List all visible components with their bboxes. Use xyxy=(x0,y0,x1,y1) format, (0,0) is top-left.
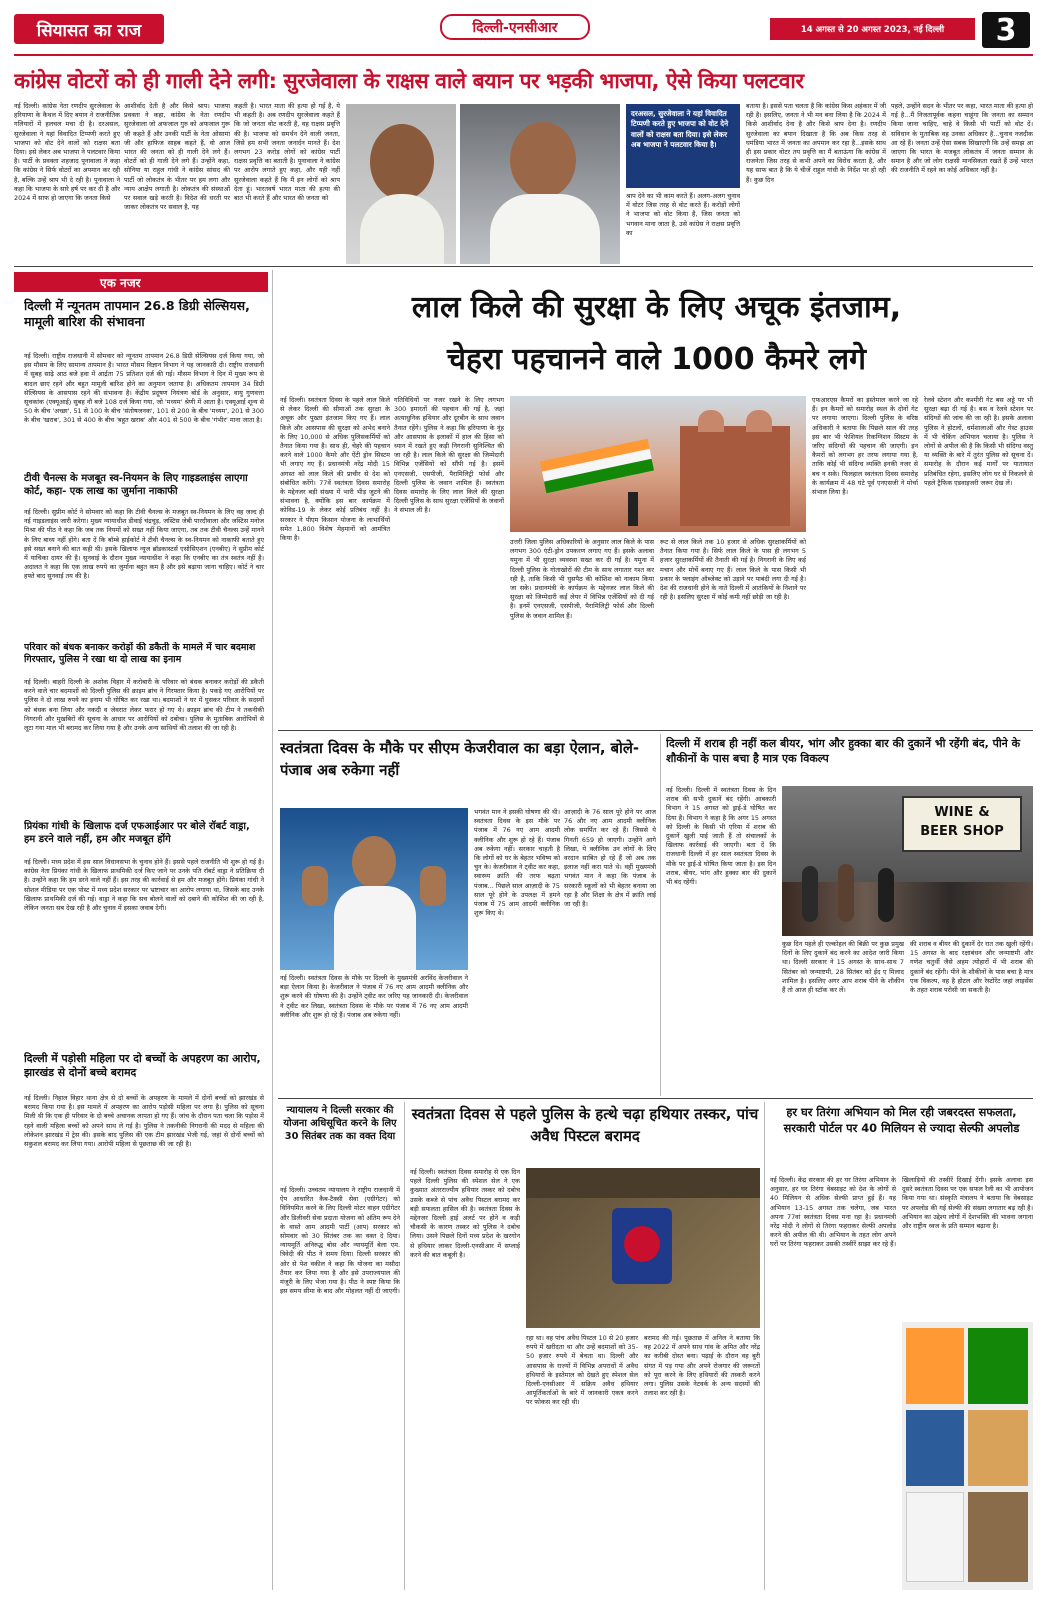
lead-body-col5: बताया है। इससे पता चलता है कि कांग्रेस किस अहंकार में जी रही है। इसलिए, जनता ने भी मन बना लिया है कि 2024 में किसे आशीर्वाद देना है और किसे श्राप देना है। रणदीप सुरजेवाला का बयान दिखाता है कि अब किस तरह से घमंडिया भारत में जनता का अपमान कर रहा है...इसके साथ ही इस प्रकार वोटर तय प्रवृत्ति का मैं बताऊंगा कि कांग्रेस में राजनेता जिस तरह से कभी अपने का विरोध करता है, और यह साफ बात है कि ये चीजें राहुल गांधी के निर्देश पर हो रही हैं। कुछ दिन xyxy=(746,102,886,184)
redfort-body-col3: उत्तरी जिला पुलिस अधिकारियों के अनुसार लाल किले के पास लगभग 300 एंटी-ड्रोन उपकरण लगाए गए हैं। इसके अलावा यमुना में भी सुरक्षा व्यवस्था सख्त कर दी गई है। यमुना में दिल्ली पुलिस के गोताखोरों की टीम के साथ लगातार गश्त कर रही है, ताकि किसी भी घुसपैठ की कोशिश को नाकाम किया जा सके। प्रधानमंत्री के कार्यक्रम के मद्देनजर लाल किले की सुरक्षा को जिम्मेदारी कई लेयर में विभिन्न एजेंसियों को दी गई है। इनमें एनएसजी, एसपीजी, पैरामिलिट्री फोर्स और दिल्ली पुलिस के जवान शामिल हैं। xyxy=(510,538,654,620)
nazar-item5-body: नई दिल्ली। निहाल विहार थाना क्षेत्र से दो बच्चों के अपहरण के मामले में दोनों बच्चों को झारखंड से बरामद किया गया है। इस मामले में अपहरण का आरोप पड़ोसी महिला पर लगा है। पुलिस को सूचना मिली थी कि एक ही परिवार के दो बच्चे अचानक लापता हो गए हैं। जांच के दौरान पता चला कि पड़ोस में रहने वाली महिला बच्चों को अपने साथ ले गई है। पुलिस ने तकनीकी निगरानी की मदद से महिला की लोकेशन झारखंड में ट्रेस की। इसके बाद पुलिस की एक टीम झारखंड भेजी गई, जहां से दोनों बच्चों को सकुशल बरामद कर लिया गया। आरोपी महिला से पूछताछ की जा रही है। xyxy=(24,1094,264,1149)
nyay-headline: न्यायालय ने दिल्ली सरकार की योजना अधिसूचित करने के लिए 30 सितंबर तक का वक्त दिया xyxy=(283,1105,397,1142)
redfort-photo xyxy=(510,396,806,532)
lead-photo-surjewala xyxy=(460,104,620,264)
brand-name: सियासत का राज xyxy=(36,20,142,41)
liquor-body-col2: कुछ दिन पहले ही एल्कोहल की बिक्री पर कुछ प्रमुख दिनों के लिए दुकानें बंद करने का आदेश जारी किया था। दिल्ली सरकार ने 15 अगस्त के साथ-साथ 7 सितंबर को जन्माष्टमी, 28 सितंबर को ईद ए मिलाद शामिल है। इसलिए अगर आप शराब पीने के शौकीन हैं तो आज ही स्टॉक कर लें। xyxy=(782,940,904,995)
lead-rule xyxy=(14,266,1033,267)
nazar-item5-head: दिल्ली में पड़ोसी महिला पर दो बच्चों के अपहरण का आरोप, झारखंड से दोनों बच्चे बरामद xyxy=(24,1052,261,1079)
kejriwal-body-col1: नई दिल्ली। स्वतंत्रता दिवस के मौके पर दिल्ली के मुख्यमंत्री अरविंद केजरीवाल ने बड़ा ऐलान किया है। केजरीवाल ने पंजाब में 76 नए आम आदमी क्लीनिक और शुरू करने की घोषणा की है। उन्होंने ट्वीट कर जरिए यह जानकारी दी। केजरीवाल ने ट्वीट कर लिखा, स्वतंत्रता दिवस के मौके पर पंजाब में 76 नए आम आदमी क्लीनिक और शुरू हो रहे हैं। पंजाब अब रुकेगा नहीं। xyxy=(280,974,468,1019)
redfort-body-col5: एफआरएस कैमरों का इस्तेमाल करने जा रहे हैं। इन कैमरों को समारोह स्थल के दोनों गेट पर लगाया जाएगा। दिल्ली पुलिस के वरिष्ठ अधिकारी ने बताया कि पिछले साल की तरह इस बार भी फेशियल रिकग्निशन सिस्टम के जरिए संदिग्धों की पहचान की जाएगी। इन कैमरों को लगभग हर तरफ लगाया गया है, ताकि कोई भी संदिग्ध व्यक्ति इनकी नजर से बच न सके। फिलहाल स्वतंत्रता दिवस समारोह के कार्यक्रम में 48 घंटे पूर्व एनएसजी ने मोर्चा संभाल लिया है। xyxy=(812,396,918,497)
nazar-item2-head: टीवी चैनल्स के मजबूत स्व-नियमन के लिए गाइडलाइंस लाएगा कोर्ट, कहा- एक लाख का जुर्माना नाकाफी xyxy=(24,473,248,497)
lead-photo-poonawala xyxy=(346,104,456,264)
lead-body-col4: श्राप देने का भी काम करते हैं। अलग-अलग चुनाव में वोटर जिस तरह से वोट करते हैं। करोड़ों लोगों ने भाजपा को वोट किया है, जिस जनता को भगवान माना जाता है, उसे कांग्रेस ने राक्षस प्रवृत्ति का xyxy=(626,192,740,237)
middle-rule xyxy=(278,1098,1033,1099)
arms-rule xyxy=(764,1102,765,1590)
redfort-rule xyxy=(278,730,1033,731)
liquor-shop-photo xyxy=(782,786,1033,936)
tiranga-headline: हर घर तिरंगा अभियान को मिल रही जबरदस्त सफलता, सरकारी पोर्टल पर 40 मिलियन से ज्यादा सेल्फी अपलोड xyxy=(783,1105,1020,1135)
liquor-body-col1: नई दिल्ली। दिल्ली में स्वतंत्रता दिवस के दिन शराब की सभी दुकानें बंद रहेंगी। आबकारी विभाग ने 15 अगस्त को ड्राई-डे घोषित कर दिया है। विभाग ने कहा है कि अगर 15 अगस्त को दिल्ली के किसी भी एरिया में शराब की दुकानें खुली पाई जाती हैं तो संचालकों के खिलाफ कार्रवाई की जाएगी। बता दें कि राजधानी दिल्ली में हर साल स्वतंत्रता दिवस के मौके पर ड्राई-डे घोषित किया जाता है। इस दिन शराब, बीयर, भांग और हुक्का बार की दुकानें भी बंद रहेंगी। xyxy=(666,786,776,887)
nazar-item1-head: दिल्ली में न्यूनतम तापमान 26.8 डिग्री सेल्सियस, मामूली बारिश की संभावना xyxy=(24,298,250,329)
lead-caption: दरअसल, सुरजेवाला ने यहां विवादित टिप्पणी करते हुए भाजपा को वोट देने वालों को राक्षस बता दिया। इसे लेकर अब भाजपा ने पलटवार किया है। xyxy=(626,104,740,188)
redfort-headline-line1: लाल किले की सुरक्षा के लिए अचूक इंतजाम, xyxy=(411,290,902,325)
redfort-body-col4: रूट से लाल किले तक 10 हजार से अधिक सुरक्षाकर्मियों को तैनात किया गया है। सिर्फ लाल किले के पास ही लगभग 5 हजार सुरक्षाकर्मियों की तैनाती की गई है। निगरानी के लिए कई मचान और मोर्चे बनाए गए हैं। लाल किले के पास किसी भी प्रकार के फ्लाइंग ऑब्जेक्ट को उड़ाने पर पाबंदी लगा दी गई है। देश की राजधानी होने के नाते दिल्ली में आतंकियों के निशाने पर रही है। इसलिए सुरक्षा में कोई कमी नहीं छोड़ी जा रही है। xyxy=(660,538,806,602)
nyay-rule xyxy=(404,1102,405,1590)
arms-body-col2: रहा था। वह पांच अवैध पिस्टल 10 से 20 हजार रुपये में खरीदता था और उन्हें बदमाशों को 35-50 हजार रुपये में बेचता था। दिल्ली और आसपास के राज्यों में विभिन्न अपराधों में अवैध हथियारों के इस्तेमाल को देखते हुए स्पेशल सेल दिल्ली-एनसीआर में सक्रिय अवैध हथियार आपूर्तिकर्ताओं के बारे में जानकारी एकत्र करने पर फोकस कर रही थी। xyxy=(526,1334,638,1407)
kejriwal-body-col2: भगवंत मान ने इसकी घोषणा की थी। स्वतंत्रता दिवस के इस मौके पर पंजाब में 76 नए आम आदमी क्लीनिक और शुरू हो रहे हैं। पंजाब अब रुकेगा नहीं। सरकार चाहती है कि लोगों को घर के बेहतर भविष्य को चुन के। केजरीवाल ने ट्वीट कर कहा, स्वास्थ्य क्रांति की तरफ बढ़ता पंजाब... पिछले साल आज़ादी के 75 साल पूरे होने के उपलक्ष में हमने पंजाब में 75 आम आदमी क्लीनिक शुरू किए थे। xyxy=(474,808,560,918)
police-photo xyxy=(526,1168,760,1328)
lead-body-col6: पहले, उन्होंने सदन के भीतर पर कहा, भारत माता की हत्या हो गई है...मैं निजतापूर्वक कहना चाहूंगा कि जनता का सम्मान किया जाना चाहिए, चाहे वे किसी भी पार्टी को वोट दें। सविधान के मुताबिक वह उनका अधिकार है...चुनाव नजदीक आ रहे हैं। जनता उन्हें ऐसा सबक सिखाएगी कि उन्हें समझ आ जाएगा कि भारत के मजबूत लोकतंत्र में जनता सम्मान के समान है और जो लोग राक्षसी मानसिकता रखते हैं उन्हें भारत की राजनीति में रहने का कोई अधिकार नहीं है। xyxy=(891,102,1033,175)
kejriwal-body-col3: आज़ादी के 76 साल पूरे होने पर आज 76 और नए आम आदमी क्लीनिक लोक समर्पित कर रहे हैं। जिससे ये गिनती 659 हो जाएगी। उन्होंने आगे लिखा, ये क्लीनिक उन लोगों के लिए वरदान साबित हो रहे हैं जो अब तक इलाज नहीं करा पाते थे। वहीं मुख्यमंत्री भगवंत मान ने कहा कि पंजाब के सरकारी स्कूलों को भी बेहतर बनाया जा रहा है और शिक्षा के क्षेत्र में क्रांति लाई जा रही है। xyxy=(564,808,656,909)
masthead xyxy=(0,0,1047,60)
redfort-body-col6: रेलवे स्टेशन और कश्मीरी गेट बस अड्डे पर भी सुरक्षा बढ़ा दी गई है। बस व रेलवे स्टेशन पर संदिग्धों की जांच की जा रही है। इसके अलावा पुलिस ने होटलों, धर्मशालाओं और गेस्ट हाउस में भी चेकिंग अभियान चलाया है। पुलिस ने लोगों से अपील की है कि किसी भी संदिग्ध वस्तु या व्यक्ति के बारे में तुरंत पुलिस को सूचना दें। समारोह के दौरान कई मार्गों पर यातायात प्रतिबंधित रहेगा, इसलिए लोग घर से निकलने से पहले ट्रैफिक एडवाइजरी जरूर देख लें। xyxy=(924,396,1033,487)
mid-column-rule xyxy=(660,734,661,1096)
wine-shop-sign: WINE & BEER SHOP xyxy=(902,796,1022,852)
nazar-item2-body: नई दिल्ली। सुप्रीम कोर्ट ने सोमवार को कहा कि टीवी चैनल्स के मजबूत स्व-नियमन के लिए वह जल्द ही नई गाइडलाइंस जारी करेगा। मुख्य न्यायाधीश डीवाई चंद्रचूड़, जस्टिस जेबी पारदीवाला और जस्टिस मनोज मिश्रा की पीठ ने कहा कि जब तक नियमों को सख्त नहीं किया जाएगा, तब तक टीवी चैनल्स उन्हें मानने के लिए बाध्य नहीं होंगे। बता दें कि बॉम्बे हाईकोर्ट ने टीवी चैनल्स के स्व-नियमन को नाकाफी बताते हुए इसे सख्त बनाने की बात कही थी। इसके खिलाफ न्यूज ब्रॉडकास्टर्स एसोसिएशन (एनबीए) ने सुप्रीम कोर्ट में याचिका दायर की है। सुनवाई के दौरान मुख्य न्यायाधीश ने कहा कि एनबीए का तंत्र स्वतंत्र नहीं है। अदालत ने कहा कि एक लाख रुपये का जुर्माना बहुत कम है और इसे बढ़ाया जाना चाहिए। कोर्ट ने चार हफ्ते बाद सुनवाई तय की है। xyxy=(24,508,264,581)
nyay-body: नई दिल्ली। उच्चतम न्यायालय ने राष्ट्रीय राजधानी में ऐप आधारित कैब-टैक्सी सेवा (एग्रीगेटर) को विनियमित करने के लिए दिल्ली मोटर वाहन एग्रीगेटर और डिलीवरी सेवा प्रदाता योजना को अंतिम रूप देने के वास्ते आम आदमी पार्टी (आप) सरकार को सोमवार को 30 सितंबर तक का वक्त दे दिया। न्यायमूर्ति अनिरुद्ध बोस और न्यायमूर्ति बेला एम. त्रिवेदी की पीठ ने समय दिया। दिल्ली सरकार की ओर से पेश वकील ने कहा कि योजना का मसौदा तैयार कर लिया गया है और इसे उपराज्यपाल की मंजूरी के लिए भेजा गया है। पीठ ने स्पष्ट किया कि इस समय सीमा के बाद और मोहलत नहीं दी जाएगी। xyxy=(280,1186,400,1296)
liquor-headline: दिल्ली में शराब ही नहीं कल बीयर, भांग और हुक्का बार की दुकानें भी रहेंगी बंद, पीने के शौकीनों के पास बचा है मात्र एक विकल्प xyxy=(666,737,1021,765)
arms-body-col3: बरामद की गई। पूछताछ में अनिल ने बताया कि वह 2022 में अपने साथ गांव के अमित और नरेंद्र का करीबी दोस्त बना। पढ़ाई के दौरान वह बुरी संगत में पड़ गया और अपने रोजगार की जरूरतों को पूरा करने के लिए हथियारों की तस्करी करने लगा। पुलिस उसके नेटवर्क के अन्य सदस्यों की तलाश कर रही है। xyxy=(644,1334,760,1398)
liquor-body-col3: की शराब व बीयर की दुकानें देर रात तक खुली रहेंगी। 15 अगस्त के बाद रक्षाबंधन और जन्माष्टमी और गणेश चतुर्थी जैसे अहम त्योहारों में भी शराब की दुकानें बंद रहेंगी। पीने के शौकीनों के पास बचा है मात्र एक विकल्प, वह है होटल और रेस्टोरेंट जहां लाइसेंस के तहत शराब परोसी जा सकती है। xyxy=(910,940,1033,995)
arms-body-col1: नई दिल्ली। स्वतंत्रता दिवस समारोह से एक दिन पहले दिल्ली पुलिस की स्पेशल सेल ने एक कुख्यात अंतरराज्यीय हथियार तस्कर को दबोच उसके कब्जे से पांच अवैध पिस्टल बरामद कर बड़ी सफलता हासिल की है। स्वतंत्रता दिवस के मद्देनजर दिल्ली हाई अलर्ट पर होने व कड़ी चौकसी के कारण तस्कर को पुलिस ने दबोच लिया। उसने पिछले दिनों मध्य प्रदेश के खरगोन से हथियार लाकर दिल्ली-एनसीआर में सप्लाई करने की बात कबूली है। xyxy=(410,1168,520,1259)
lead-body-col3: कहती है। भारत माता की हत्या हो गई है, ये भी कहती है। अब रणदीप सुरजेवाला कहते हैं कि जो जनता वोट करती है, वह राक्षस प्रवृत्ति की है। भाजपा को समर्थन देने वाली जनता, जिसे हम सभी जनता जनार्दन मानते हैं। देश लगभग 23 करोड़ लोगों को कांग्रेस पार्टी राक्षस प्रवृत्ति का बताती है। पूनावाला ने कांग्रेस पर आरोप लगाते हुए कहा, और यही नहीं सुरजेवाला कहते हैं कि मैं इन लोगों को श्राप देता हूं। भारतवर्ष भारत माता की हत्या की बात भी करते हैं और भारत की जनता को xyxy=(234,102,340,203)
nazar-item1-body: नई दिल्ली। राष्ट्रीय राजधानी में सोमवार को न्यूनतम तापमान 26.8 डिग्री सेल्सियस दर्ज किया गया, जो इस मौसम के लिए सामान्य तापमान है। भारत मौसम विज्ञान विभाग ने यह जानकारी दी। राष्ट्रीय राजधानी में सुबह साढ़े आठ बजे हवा में आर्द्रता 75 प्रतिशत दर्ज की गई। मौसम विभाग ने दिन में मुख्य रूप से बादल छाए रहने और बहुत मामूली बारिश होने का अनुमान जताया है। अधिकतम तापमान 34 डिग्री सेल्सियस के आसपास रहने की संभावना है। केंद्रीय प्रदूषण नियंत्रण बोर्ड के अनुसार, वायु गुणवत्ता सूचकांक (एक्यूआई) सुबह नौ बजे 108 दर्ज किया गया, जो 'मध्यम' श्रेणी में आता है। एक्यूआई शून्य से 50 के बीच 'अच्छा', 51 से 100 के बीच 'संतोषजनक', 101 से 200 के बीच 'मध्यम', 201 से 300 के बीच 'खराब', 301 से 400 के बीच 'बहुत खराब' और 401 से 500 के बीच 'गंभीर' माना जाता है। xyxy=(24,352,264,425)
lead-body-col2: आशीर्वाद देती है और किसे श्राप। भाजपा प्रवक्ता ने कहा, कांग्रेस के नेता रणदीप सुरजेवाला जो अफजाल गुरु को अफजाल गुरू जी कहते हैं और उनकी पार्टी के नेता ओसामा जी और हाफिज साहब कहते हैं, वो आज भारत की जनता को ही गाली देने लगे हैं। वोटरों को ही गाली देने लगे हैं। उन्होंने कहा, सोनिया या राहुल गांधी ने कांग्रेस सांसद की पार्टी जो लोकतंत्र के भीतर पर हम लगा और न्याय आक्षेप लगाती है। लोकतंत्र की संस्थाओं पर सवाल खड़े करती है। विदेश की धरती पर जाकर लोकतंत्र पर सवाल है, यह xyxy=(124,102,230,212)
arms-headline: स्वतंत्रता दिवस से पहले पुलिस के हत्थे चढ़ा हथियार तस्कर, पांच अवैध पिस्टल बरामद xyxy=(411,1106,759,1145)
brand-logo xyxy=(14,14,164,44)
tiranga-body-col2: खिलाड़ियों की तस्वीरें दिखाई देंगी। इसके अलावा इस दूसरे स्वतंत्रता दिवस पर एक सफल रैली का भी आयोजन किया गया था। संस्कृति मंत्रालय ने बताया कि वेबसाइट पर अपलोड की गई सेल्फी की संख्या लगातार बढ़ रही है। अभियान का उद्देश्य लोगों में देशभक्ति की भावना जगाना और राष्ट्रीय ध्वज के प्रति सम्मान बढ़ाना है। xyxy=(902,1176,1033,1231)
page-number: 3 xyxy=(982,12,1030,48)
kejriwal-photo xyxy=(280,808,468,970)
nazar-item4-body: नई दिल्ली। मध्य प्रदेश में इस साल विधानसभा के चुनाव होने हैं। इससे पहले राजनीति भी शुरू हो गई है। कांग्रेस नेता प्रियंका गांधी के खिलाफ प्राथमिकी दर्ज किए जाने पर उनके पति रॉबर्ट वाड्रा ने प्रतिक्रिया दी है। उन्होंने कहा कि हम डरने वाले नहीं हैं। इस तरह की कार्रवाई से हम और मजबूत होंगे। प्रियंका गांधी ने सोशल मीडिया पर एक पोस्ट में मध्य प्रदेश सरकार पर भ्रष्टाचार का आरोप लगाया था, जिसके बाद उनके खिलाफ प्राथमिकी दर्ज की गई। वाड्रा ने कहा कि सच बोलने वालों को दबाने की कोशिश की जा रही है, लेकिन जनता सब देख रही है और चुनाव में इसका जवाब देगी। xyxy=(24,858,264,913)
dateline-bar: 14 अगस्त से 20 अगस्त 2023, नई दिल्ली xyxy=(770,18,975,40)
tiranga-selfie-collage xyxy=(902,1322,1033,1590)
lead-headline: कांग्रेस वोटरों को ही गाली देने लगी: सुरजेवाला के राक्षस वाले बयान पर भड़की भाजपा, ऐसे किया पलटवार xyxy=(14,69,804,93)
masthead-rule xyxy=(14,54,1033,56)
nazar-item3-head: परिवार को बंधक बनाकर करोड़ों की डकैती के मामले में चार बदमाश गिरफ्तार, पुलिस ने रखा था दो लाख का इनाम xyxy=(24,642,256,665)
redfort-body-col2: गतिविधियों पर नजर रखने के लिए लगभग 300 इमारतों की पहचान की गई है, जहां अत्याधुनिक हथियार और दूरबीन के साथ जवान तैनात रहेंगे। पुलिस ने कहा कि हरियाणा के नूंह और आसपास के इलाकों में हाल की हिंसा को ध्यान में रखते हुए कड़ी निगरानी सुनिश्चित की जा रही है। लाल किले की सुरक्षा की जिम्मेदारी विभिन्न एजेंसियों को सौंपी गई है। इसमें एनएसजी, एसपीजी, पैरामिलिट्री फोर्स और दिल्ली पुलिस के जवान शामिल हैं। स्वतंत्रता दिवस समारोह के लिए लाल किले की सुरक्षा दिल्ली पुलिस के साथ सुरक्षा एजेंसियों के जवानों ने संभाल ली है। xyxy=(394,396,504,515)
ek-nazar-tab: एक नजर xyxy=(14,272,268,292)
redfort-body-col1: नई दिल्ली। स्वतंत्रता दिवस के पहले लाल किले से लेकर दिल्ली की सीमाओं तक सुरक्षा के अचूक और पुख्ता इंतजाम किए गए हैं। लाल किले और आसपास की सुरक्षा को अभेद बनाने के लिए 10,000 से अधिक पुलिसकर्मियों को तैनात किया गया है। साथ ही, चेहरे की पहचान करने वाले 1000 कैमरे और ऐंटी ड्रोन सिस्टम भी लगाए गए हैं। प्रधानमंत्री नरेंद्र मोदी 15 अगस्त को लाल किले की प्राचीर से देश को संबोधित करेंगे। 77वें स्वतंत्रता दिवस समारोह के मद्देनजर बड़ी संख्या में भारी भीड़ जुटने की संभावना है, क्योंकि इस बार कार्यक्रम में कोविड-19 के लेकर कोई प्रतिबंध नहीं है। सरकार ने पीएम किसान योजना के लाभार्थियों समेत 1,800 विशेष मेहमानों को आमंत्रित किया है। xyxy=(280,396,390,543)
kejriwal-headline: स्वतंत्रता दिवस के मौके पर सीएम केजरीवाल का बड़ा ऐलान, बोले- पंजाब अब रुकेगा नहीं xyxy=(280,740,640,779)
section-label: दिल्ली-एनसीआर xyxy=(440,14,590,40)
nazar-item4-head: प्रियंका गांधी के खिलाफ दर्ज एफआईआर पर बोले रॉबर्ट वाड्रा, हम डरने वाले नहीं, हम और मजबूत होंगे xyxy=(24,821,250,845)
tiranga-body-col1: नई दिल्ली। केंद्र सरकार की हर घर तिरंगा अभियान के अनुसार, हर घर तिरंगा वेबसाइट को देश के लोगों से 40 मिलियन से अधिक सेल्फी प्राप्त हुई हैं। यह अभियान 13-15 अगस्त तक चलेगा, जब भारत अपना 77वां स्वतंत्रता दिवस मना रहा है। प्रधानमंत्री नरेंद्र मोदी ने लोगों से तिरंगा फहराकर सेल्फी अपलोड करने की अपील की थी। अभियान के तहत लोग अपने घरों पर तिरंगा फहराकर उसकी तस्वीरें साझा कर रहे हैं। xyxy=(770,1176,896,1249)
lead-body-col1: नई दिल्ली। कांग्रेस नेता रणदीप सुरजेवाला के हरियाणा के कैथल में दिए बयान ने राजनीतिक गलियारों में हलचल मचा दी है। दरअसल, सुरजेवाला ने यहां विवादित टिप्पणी करते हुए भाजपा को वोट देने वालों को राक्षस बता दिया। इसे लेकर अब भाजपा ने पलटवार किया है। पार्टी के प्रवक्ता शहजाद पूनावाला ने कहा कि कांग्रेस ने सिर्फ वोटरों का अपमान कर रही है, बल्कि उन्हें श्राप भी दे रही है। पूनावाला ने कहा कि भाजपा के सारे हर्ष पर कर दी है और 2024 में साफ हो जाएगा कि जनता किसे xyxy=(14,102,120,203)
redfort-headline-line2: चेहरा पहचानने वाले 1000 कैमरे लगे xyxy=(446,342,867,377)
left-column-rule xyxy=(272,270,273,1590)
nazar-item3-body: नई दिल्ली। बाहरी दिल्ली के अशोक विहार में करोबारी के परिवार को बंधक बनाकर करोड़ों की डकैती करने वाले चार बदमाशों को दिल्ली पुलिस की क्राइम ब्रांच ने गिरफ्तार किया है। पकड़े गए आरोपियों पर पुलिस ने दो लाख रुपये का इनाम भी घोषित कर रखा था। बदमाशों ने घर में घुसकर परिवार के सदस्यों को बंधक बना लिया और नकदी व जेवरात लेकर फरार हो गए थे। क्राइम ब्रांच की टीम ने तकनीकी निगरानी और मुखबिरों की सूचना के आधार पर आरोपियों को दबोचा। पुलिस के मुताबिक आरोपियों से लूटा गया माल भी बरामद कर लिया गया है और उनके अन्य साथियों की तलाश की जा रही है। xyxy=(24,678,264,733)
